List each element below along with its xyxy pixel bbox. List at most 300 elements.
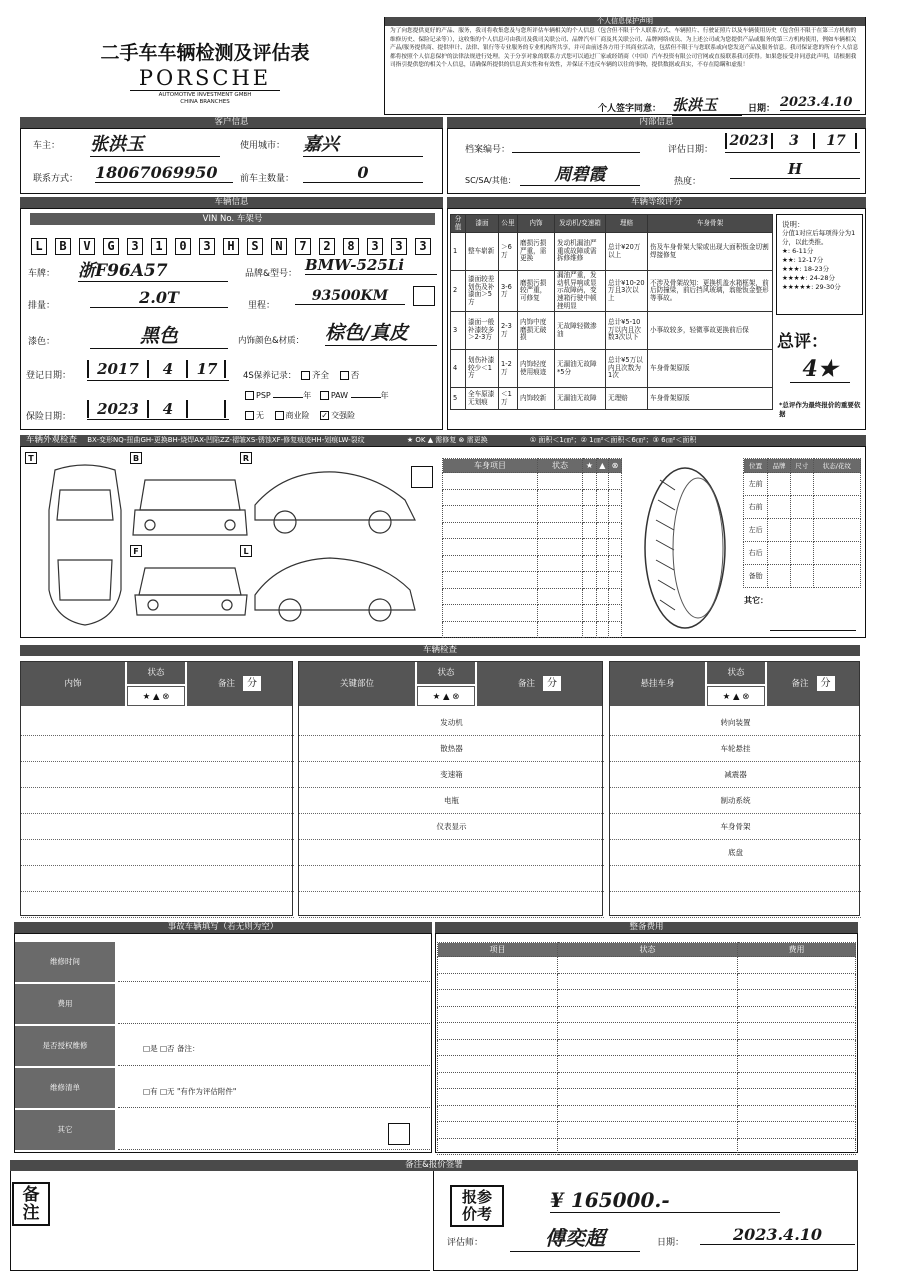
privacy-sign-label: 个人签字同意： [598, 104, 662, 114]
inspect-rows [610, 710, 861, 918]
prep-cell[interactable] [558, 990, 738, 1007]
inspect-item: 底盘 [728, 848, 743, 857]
inspect-remark: 备注 [791, 679, 809, 689]
grade-cell: 伤及车身骨架大梁或出现大面积钣金切割焊接修复 [648, 233, 773, 271]
tire-cell[interactable] [790, 496, 813, 519]
body-cell[interactable] [583, 605, 597, 622]
body-cell[interactable] [596, 605, 608, 622]
vin-char: G [103, 238, 119, 255]
grade-cell: 内饰较新 [518, 388, 555, 410]
grade-note: ★: 6-11分 [782, 247, 814, 255]
vin-char: 3 [415, 238, 431, 255]
body-cell[interactable] [608, 588, 621, 605]
prep-cell[interactable] [558, 1138, 738, 1155]
prep-cell[interactable] [438, 1105, 558, 1122]
tire-cell[interactable] [813, 473, 860, 496]
tire-other: 其它： [744, 596, 768, 605]
body-cell[interactable] [443, 605, 538, 622]
prep-cell[interactable] [438, 1006, 558, 1023]
grade-cell: 不涉及骨架故知：更换机盖水箱框架，前后防撞梁，前后挡风玻璃，翁舱钣金整形等事故。 [648, 271, 773, 312]
owner-value: 张洪玉 [90, 130, 220, 157]
body-row [443, 489, 622, 506]
exterior-legend: BX-变形NQ-扭曲GH-更换BH-烧焊AX-凹陷ZZ-褶皱XS-锈蚀XF-修复痕迹HH-划痕LW-裂纹 [87, 436, 365, 444]
inspect-marks: ★ ▲ ⊗ [707, 686, 765, 706]
paw-checkbox[interactable] [320, 391, 329, 400]
prep-cell[interactable] [438, 1122, 558, 1139]
view-label: F [130, 545, 142, 557]
prep-row [438, 1006, 856, 1023]
inspect-row [610, 762, 861, 788]
body-cell[interactable] [443, 572, 538, 589]
tire-cell[interactable] [813, 542, 860, 565]
prep-cell[interactable] [558, 1023, 738, 1040]
body-cell[interactable] [583, 489, 597, 506]
body-cell[interactable] [608, 473, 621, 490]
grade-header: 理赔 [606, 215, 648, 233]
prep-cell[interactable] [738, 1122, 856, 1139]
body-cell[interactable] [443, 588, 538, 605]
body-row [443, 473, 622, 490]
body-cell[interactable] [596, 572, 608, 589]
prep-cell[interactable] [438, 1072, 558, 1089]
prep-cell[interactable] [558, 1006, 738, 1023]
grade-header: 漆面 [466, 215, 499, 233]
mile-checkbox[interactable] [413, 286, 435, 306]
paw-year: 年 [380, 391, 389, 400]
psp-checkbox[interactable] [245, 391, 254, 400]
vin-char: V [79, 238, 95, 255]
body-cell[interactable] [538, 539, 583, 556]
acc-row-line [118, 1107, 430, 1108]
phone-label: 联系方式： [33, 174, 79, 184]
prep-cell[interactable] [738, 1072, 856, 1089]
tire-row [744, 542, 861, 565]
total-label: 总评： [777, 332, 828, 352]
color-label: 漆色： [28, 337, 56, 347]
inspect-row [299, 840, 604, 866]
plate-value: 浙F96A57 [78, 256, 228, 282]
body-cell[interactable] [583, 555, 597, 572]
tire-position: 备胎 [744, 565, 768, 588]
grade-cell: 漏油严重，发动机异响或显示故障码，变速箱行驶中顿挫明显 [555, 271, 606, 312]
reg-month: 4 [150, 360, 188, 378]
prep-row [438, 1138, 856, 1155]
prep-cell[interactable] [738, 990, 856, 1007]
body-cell[interactable] [596, 555, 608, 572]
body-cell[interactable] [596, 506, 608, 523]
inspect-row [21, 892, 294, 918]
inspect-row [21, 736, 294, 762]
acc-list: □有 □无 "有作为评估附件" [143, 1087, 237, 1096]
prep-row [438, 1105, 856, 1122]
grade-header: 分值 [451, 215, 466, 233]
grade-table [450, 214, 773, 410]
inspect-row [21, 840, 294, 866]
grade-cell: 3 [451, 312, 466, 350]
grade-header: 内饰 [518, 215, 555, 233]
prep-cell[interactable] [558, 1056, 738, 1073]
vin-char: 1 [151, 238, 167, 255]
body-cell[interactable] [443, 473, 538, 490]
prep-cell[interactable] [558, 957, 738, 974]
grade-row [451, 388, 773, 410]
body-cell[interactable] [538, 555, 583, 572]
body-cell[interactable] [443, 621, 538, 638]
tire-other-line [770, 630, 856, 631]
grade-cell: 漆面较差划伤及补漆面＞5方 [466, 271, 499, 312]
body-cell[interactable] [608, 572, 621, 589]
score-box[interactable]: 分 [543, 676, 561, 691]
body-cell[interactable] [596, 539, 608, 556]
body-cell[interactable] [608, 605, 621, 622]
prep-cell[interactable] [558, 1089, 738, 1106]
exterior-checkbox[interactable] [411, 466, 433, 488]
prep-cell[interactable] [738, 1089, 856, 1106]
grade-cell: 车身骨架原版 [648, 350, 773, 388]
body-cell[interactable] [583, 588, 597, 605]
body-cell[interactable] [538, 506, 583, 523]
grade-header: 发动机/变速箱 [555, 215, 606, 233]
inspect-item: 转向装置 [720, 718, 751, 727]
body-items-table: 车身项目 状态 ★ ▲ ⊗ [442, 458, 622, 638]
reg-line [87, 380, 229, 381]
body-row [443, 605, 622, 622]
tire-drawing [630, 460, 740, 635]
body-cell[interactable] [583, 621, 597, 638]
prep-cell[interactable] [738, 1105, 856, 1122]
inspect-marks: ★ ▲ ⊗ [417, 686, 475, 706]
maint-no-label: 否 [350, 371, 360, 381]
score-box[interactable]: 分 [243, 676, 261, 691]
tire-position: 左前 [744, 473, 768, 496]
view-label: R [240, 452, 252, 464]
inspect-item: 变速箱 [440, 770, 463, 779]
grade-cell: 车身骨架原版 [648, 388, 773, 410]
disp-value: 2.0T [90, 288, 228, 308]
grade-cell: 4 [451, 350, 466, 388]
tire-cell[interactable] [813, 519, 860, 542]
inspect-col-title: 关键部位 [299, 662, 415, 706]
prep-cell[interactable] [738, 1138, 856, 1155]
vin-char: 3 [199, 238, 215, 255]
inspect-col [20, 661, 293, 916]
body-cell[interactable] [538, 572, 583, 589]
inspect-item: 车身骨架 [720, 822, 751, 831]
body-cell[interactable] [583, 506, 597, 523]
acc-row-label: 维修清单 [15, 1068, 115, 1108]
prep-h2: 状态 [558, 943, 738, 957]
grade-note: ★★: 12-17分 [782, 256, 824, 264]
model-value: BMW-525Li [305, 256, 437, 275]
grade-cell: 2 [451, 271, 466, 312]
grade-cell: 内饰中度磨损无破损 [518, 312, 555, 350]
grade-cell: 划伤补漆较少＜1方 [466, 350, 499, 388]
tire-cell[interactable] [768, 496, 791, 519]
inspect-remark-head [477, 662, 602, 706]
privacy-date: 2023.4.10 [780, 95, 860, 111]
inspect-row [610, 814, 861, 840]
tire-cell[interactable] [768, 473, 791, 496]
grade-cell: 总计¥10-20万且3次以上 [606, 271, 648, 312]
tire-cell[interactable] [768, 565, 791, 588]
vin-char: 7 [295, 238, 311, 255]
eval-day: 17 [817, 133, 857, 149]
tire-cell[interactable] [768, 519, 791, 542]
inspect-status: 状态 [707, 662, 765, 684]
vin-char: N [271, 238, 287, 255]
ins-commercial-checkbox[interactable] [275, 411, 284, 420]
quote-date-label: 日期： [657, 1238, 685, 1248]
grade-note: ★★★: 18-23分 [782, 265, 830, 273]
quote-amount: ¥ 165000.- [550, 1188, 780, 1213]
file-line [512, 152, 640, 153]
body-cell[interactable] [608, 506, 621, 523]
tire-row [744, 565, 861, 588]
grade-note: ★★★★: 24-28分 [782, 274, 835, 282]
inspect-col [609, 661, 860, 916]
tire-header: 位置 [744, 459, 768, 473]
ins-compulsory-checkbox[interactable]: ✓ [321, 411, 328, 420]
grade-header: 公里 [499, 215, 518, 233]
heat-label: 热度： [674, 177, 702, 187]
body-cell[interactable] [443, 522, 538, 539]
prep-row [438, 1089, 856, 1106]
body-cell[interactable] [608, 621, 621, 638]
inspect-row [21, 762, 294, 788]
psp-year: 年 [303, 391, 312, 400]
body-row [443, 588, 622, 605]
tire-position: 左后 [744, 519, 768, 542]
inspect-item: 散热器 [440, 744, 463, 753]
tire-table [743, 458, 861, 588]
prep-cell[interactable] [438, 957, 558, 974]
body-row [443, 621, 622, 638]
grade-cell: ＞6万 [499, 233, 518, 271]
ins-type-row [245, 410, 355, 421]
inspect-row [299, 866, 604, 892]
vin-char: 8 [343, 238, 359, 255]
inspect-row [21, 788, 294, 814]
acc-row-line [118, 1065, 430, 1066]
grade-section: 车辆等级评分 [447, 197, 866, 208]
inspect-item: 电瓶 [444, 796, 459, 805]
ins-line [87, 419, 229, 420]
tire-cell[interactable] [790, 473, 813, 496]
inspect-row [299, 788, 604, 814]
score-box[interactable]: 分 [817, 676, 835, 691]
grade-cell: 1-2万 [499, 350, 518, 388]
inspect-section: 车辆检查 [20, 645, 860, 656]
prep-cell[interactable] [438, 1056, 558, 1073]
acc-row-line [118, 1023, 430, 1024]
tire-cell[interactable] [790, 565, 813, 588]
prep-cell[interactable] [438, 973, 558, 990]
color-value: 黑色 [90, 321, 228, 349]
assessor-label: 评估师： [447, 1238, 484, 1248]
grade-row [451, 271, 773, 312]
body-cell[interactable] [596, 522, 608, 539]
inspect-status: 状态 [127, 662, 185, 684]
eval-month: 3 [775, 133, 815, 149]
acc-checkbox[interactable] [388, 1123, 410, 1145]
body-cell[interactable] [538, 489, 583, 506]
tire-header: 状态/花纹 [813, 459, 860, 473]
body-cell[interactable] [596, 621, 608, 638]
inspect-row [610, 840, 861, 866]
inspect-item: 车轮悬挂 [720, 744, 751, 753]
grade-cell: 磨损污损严重，需更换 [518, 233, 555, 271]
prep-cell[interactable] [438, 1039, 558, 1056]
inspect-row [610, 736, 861, 762]
exterior-section: 车辆外观检查 [26, 435, 78, 445]
inspect-rows [21, 710, 294, 918]
maint-no-checkbox[interactable] [340, 371, 349, 380]
city-value: 嘉兴 [303, 130, 423, 157]
maint-full-checkbox[interactable] [301, 371, 310, 380]
mile-label: 里程： [248, 301, 276, 311]
grade-cell: 全车原漆无划痕 [466, 388, 499, 410]
prep-cell[interactable] [738, 1039, 856, 1056]
car-drawings [25, 450, 440, 635]
inspect-remark-head [187, 662, 292, 706]
brand-logo: PORSCHE [138, 66, 272, 90]
tire-cell[interactable] [813, 496, 860, 519]
grade-cell: 5 [451, 388, 466, 410]
privacy-title: 个人信息保护声明 [385, 17, 865, 26]
body-cell[interactable] [608, 555, 621, 572]
prep-cell[interactable] [738, 1023, 856, 1040]
body-cell[interactable] [608, 489, 621, 506]
ins-compulsory-label: 交强险 [331, 411, 356, 420]
prev-owner-label: 前车主数量： [240, 174, 295, 184]
prep-cell[interactable] [738, 973, 856, 990]
body-cell[interactable] [596, 588, 608, 605]
acc-row-label: 其它 [15, 1110, 115, 1150]
vin-char: 3 [127, 238, 143, 255]
body-cell[interactable] [596, 489, 608, 506]
interior-value: 棕色/真皮 [325, 318, 437, 346]
privacy-text: 为了向您提供更好的产品、服务，我司将收集您及与您所评估车辆相关的个人信息（包含但不限于个人联系方式、车辆照片、行驶证照片以及车辆使用历史（包含但不限于在第三方机构的维修历史、保险记录等）），这收集的个人信息可由我司及我司关联公司、品牌汽车厂商及其关联公司、品牌网络成员、为上述公司或为您提供产品或服务的第三方机构使用，例如车辆相关产品/服务提供商、提供审计、法律、银行等专业服务的专业机构所共享，并可由前述各方用于其商业活动，包括但不限于与您联系或向您发送产品及服务信息。我司保证您的所有个人信息都将按照个人信息保护的法律法规进行处理。关于分享对象的联系方式您可以通过厂家或经销商（中国）汽车投资有限公司官网或直接联系我司获得。如果您接受并同意此声明，请根据我司指引提供您的相关个人信息，请确保所提供的信息真实性和有效性，并保证不违反车辆的以往的事物，提供数据或真实，不存在隐瞒和虚报！ [390, 28, 859, 69]
prep-cell[interactable] [438, 990, 558, 1007]
tire-cell[interactable] [790, 542, 813, 565]
view-label: L [240, 545, 252, 557]
tire-cell[interactable] [813, 565, 860, 588]
inspect-row [21, 866, 294, 892]
prep-row [438, 990, 856, 1007]
prep-row [438, 1056, 856, 1073]
body-cell[interactable] [443, 539, 538, 556]
grade-cell: 发动机漏油严重或故障或需拆修维修 [555, 233, 606, 271]
grade-cell: 小事故较多，轻微事故更换前后保 [648, 312, 773, 350]
body-cell[interactable] [583, 539, 597, 556]
tire-row [744, 496, 861, 519]
inspect-col-title: 内饰 [21, 662, 125, 706]
maint-label: 4S保养记录： [243, 371, 297, 381]
reg-label: 登记日期： [26, 371, 72, 381]
accident-section: 事故车辆填写（若无则为空） [14, 922, 432, 933]
grade-note: 分值1对应后每项得分为1分，以此类推。 [782, 229, 856, 246]
ins-day [190, 400, 226, 418]
body-cell[interactable] [538, 473, 583, 490]
prep-cell[interactable] [558, 973, 738, 990]
body-row [443, 555, 622, 572]
body-cell[interactable] [538, 621, 583, 638]
vin-char: L [31, 238, 47, 255]
sc-value: 周碧霞 [520, 160, 640, 186]
tire-cell[interactable] [790, 519, 813, 542]
body-cell[interactable] [443, 555, 538, 572]
prep-cell[interactable] [738, 1006, 856, 1023]
tire-cell[interactable] [768, 542, 791, 565]
prep-cell[interactable] [438, 1089, 558, 1106]
inspect-row [610, 892, 861, 918]
remark-label: 备注 [12, 1182, 50, 1226]
body-cell[interactable] [443, 506, 538, 523]
total-note: *总评作为最终报价的重要依据 [779, 401, 861, 418]
prep-cell[interactable] [558, 1072, 738, 1089]
prep-row [438, 957, 856, 974]
inspect-item: 减震器 [724, 770, 747, 779]
inspect-item: 发动机 [440, 718, 463, 727]
prep-cell[interactable] [558, 1122, 738, 1139]
body-items-h1: 车身项目 [443, 459, 538, 473]
grade-cell: 总计¥20万以上 [606, 233, 648, 271]
prep-cell[interactable] [738, 1056, 856, 1073]
body-cell[interactable] [608, 522, 621, 539]
body-cell[interactable] [608, 539, 621, 556]
prev-owner-value: 0 [303, 163, 423, 183]
prep-cell[interactable] [558, 1105, 738, 1122]
body-cell[interactable] [443, 489, 538, 506]
grade-note: ★★★★★: 29-30分 [782, 283, 841, 291]
prep-row [438, 973, 856, 990]
prep-cell[interactable] [438, 1138, 558, 1155]
city-label: 使用城市： [240, 141, 286, 151]
psp-label: PSP [256, 391, 271, 400]
body-cell[interactable] [538, 588, 583, 605]
inspect-rows [299, 710, 604, 918]
prep-cell[interactable] [438, 1023, 558, 1040]
body-cell[interactable] [583, 522, 597, 539]
inspect-row [21, 710, 294, 736]
tire-header: 尺寸 [790, 459, 813, 473]
body-cell[interactable] [583, 572, 597, 589]
body-cell[interactable] [538, 522, 583, 539]
psp-row [245, 390, 389, 401]
prep-cell[interactable] [558, 1039, 738, 1056]
body-cell[interactable] [583, 473, 597, 490]
quote-label: 报参价考 [450, 1185, 504, 1227]
inspect-item: 制动系统 [720, 796, 751, 805]
grade-cell: 总计¥5万以内且次数为1次 [606, 350, 648, 388]
grade-cell: 磨损污损较严重，可修复 [518, 271, 555, 312]
grade-cell: 漆面一般补漆较多＞2-3方 [466, 312, 499, 350]
inspect-item: 仪表显示 [436, 822, 467, 831]
inspect-row [610, 866, 861, 892]
inspect-marks: ★ ▲ ⊗ [127, 686, 185, 706]
prep-h3: 费用 [738, 943, 856, 957]
grade-row [451, 312, 773, 350]
grade-header: 车身骨架 [648, 215, 773, 233]
ins-none-checkbox[interactable] [245, 411, 254, 420]
inspect-row [21, 814, 294, 840]
eval-date-label: 评估日期： [668, 145, 714, 155]
body-cell[interactable] [538, 605, 583, 622]
body-cell[interactable] [596, 473, 608, 490]
prep-cell[interactable] [738, 957, 856, 974]
inspect-remark-head [767, 662, 859, 706]
inspect-col [298, 661, 603, 916]
